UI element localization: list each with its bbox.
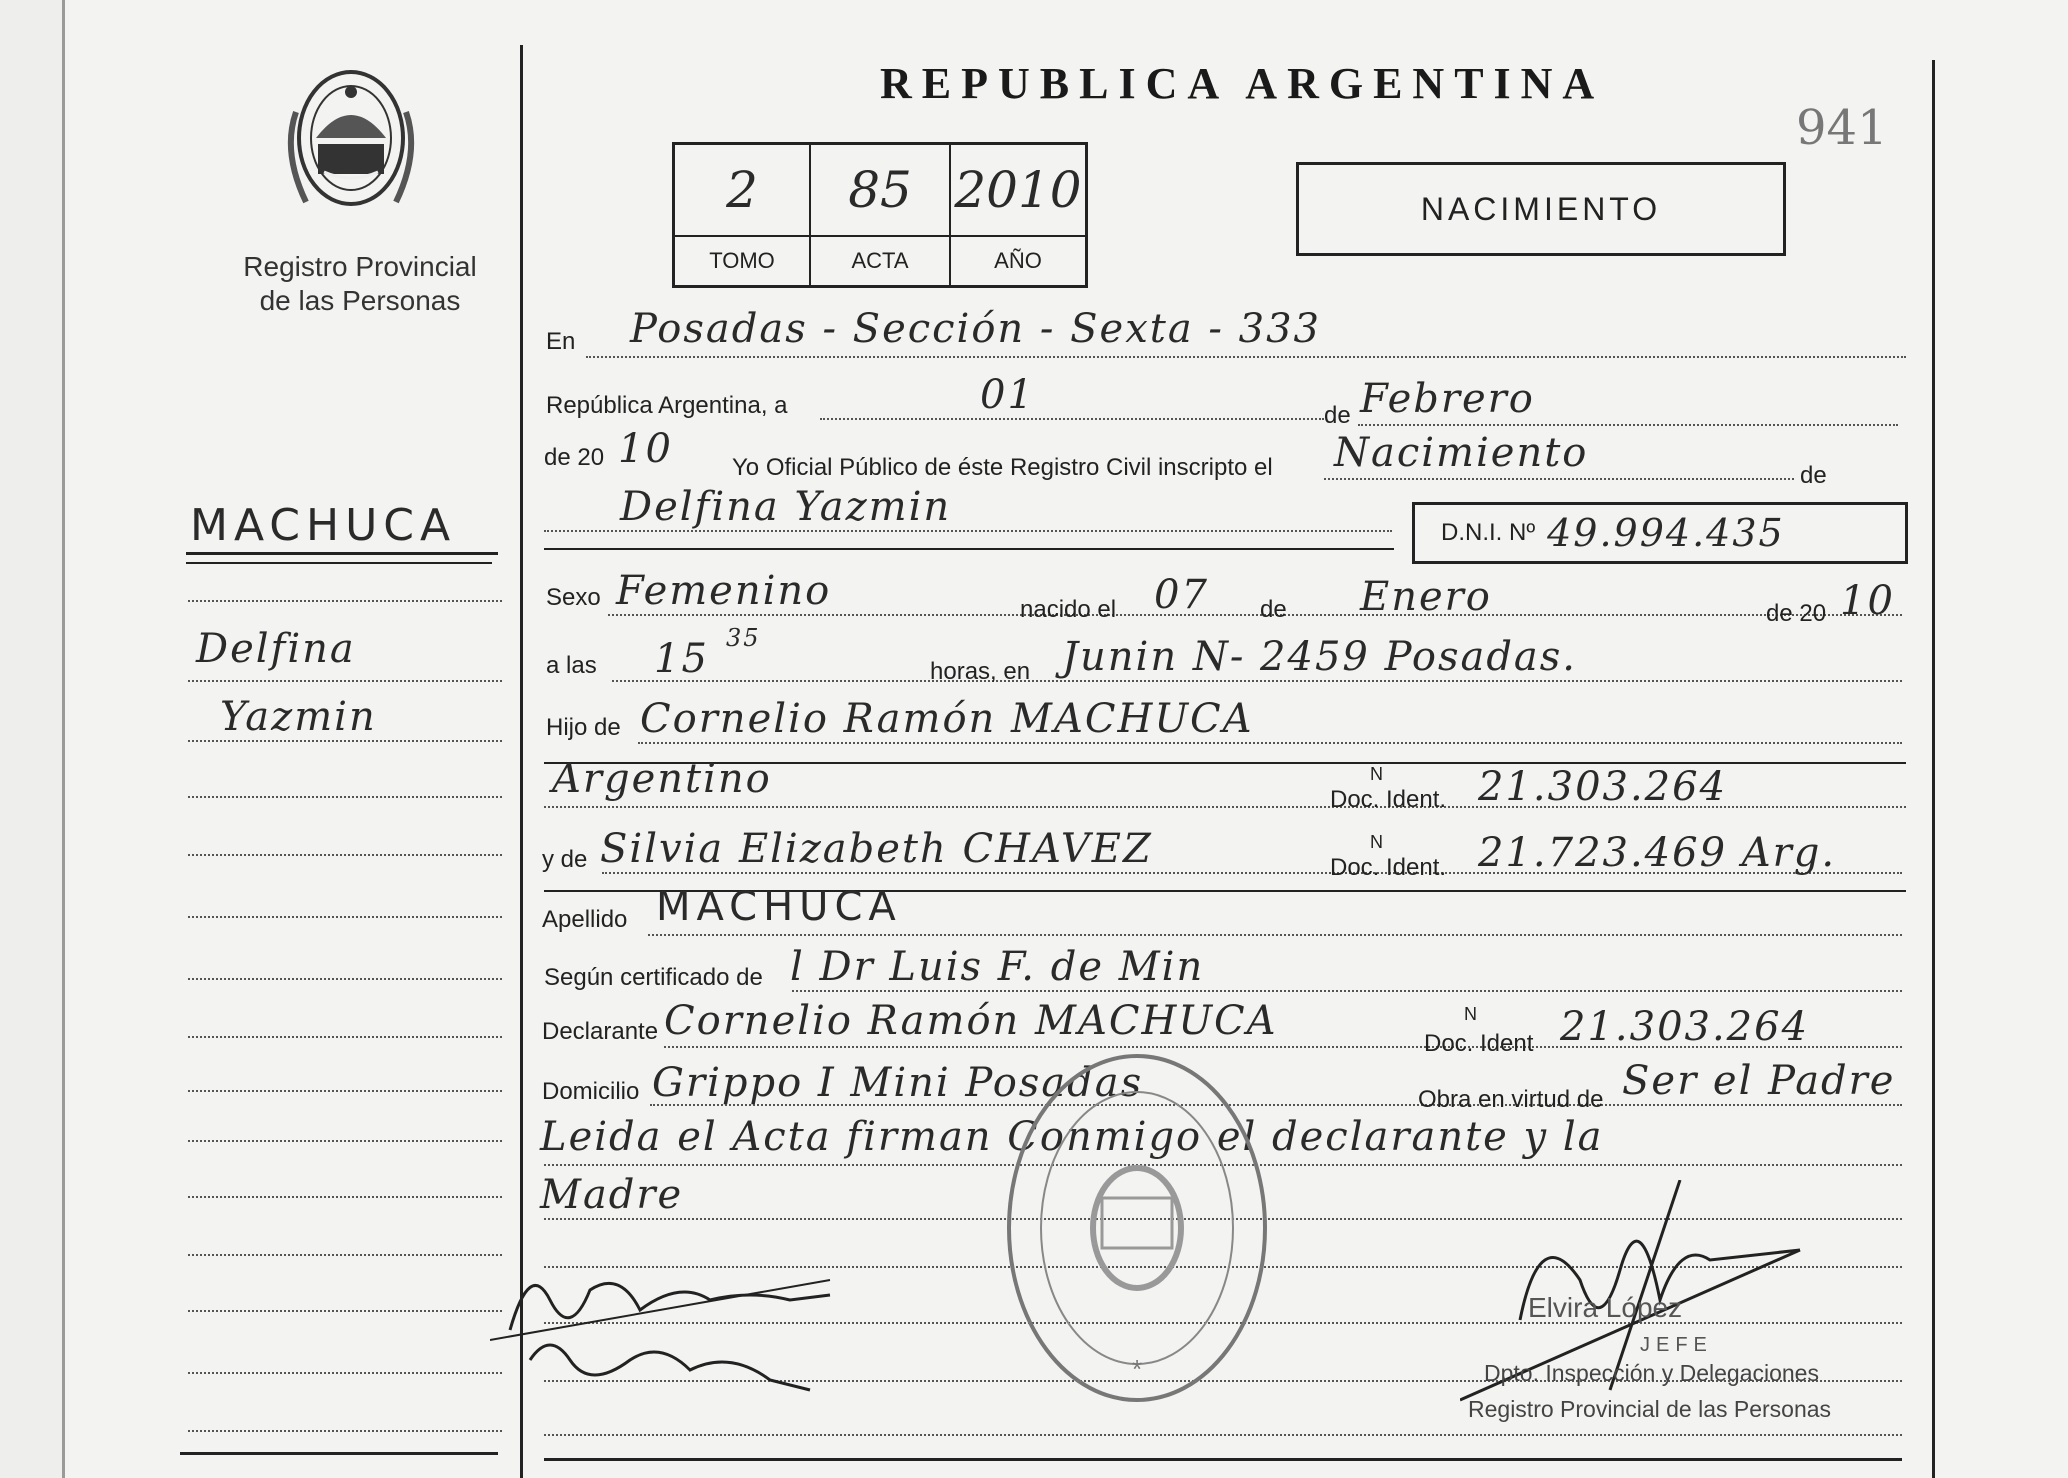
anio-label: AÑO [951, 235, 1085, 285]
inscription-type: Nacimiento [1334, 430, 1589, 476]
mother-doc: 21.723.469 Arg. [1478, 830, 1837, 876]
acta-label: ACTA [811, 235, 951, 285]
margin-line [188, 740, 502, 742]
margin-line [188, 680, 502, 682]
de-label: de [1324, 402, 1351, 429]
form-bottom-line [544, 1458, 1902, 1461]
page-left-edge [0, 0, 65, 1478]
margin-line [188, 796, 502, 798]
de-label-2: de [1800, 462, 1827, 489]
margin-line [188, 1430, 502, 1432]
mother-name: Silvia Elizabeth CHAVEZ [600, 826, 1153, 872]
margin-line [188, 1310, 502, 1312]
officer-text: Yo Oficial Público de éste Registro Civil inscripto el [732, 454, 1273, 481]
margin-line [188, 916, 502, 918]
domicilio-value: Grippo I Mini Posadas [652, 1060, 1144, 1106]
declarante-doc-label: Doc. Ident [1424, 1030, 1534, 1057]
form-line [544, 530, 1392, 532]
de-label-3: de [1260, 596, 1287, 623]
register-table [672, 142, 1088, 288]
form-line [638, 742, 1902, 744]
margin-surname-underline-2 [186, 562, 492, 564]
anio-value: 2010 [954, 161, 1082, 219]
declarante-doc: 21.303.264 [1560, 1004, 1810, 1050]
form-line [1324, 478, 1794, 480]
declarante-label: Declarante [542, 1018, 659, 1045]
y-de-label: y de [542, 846, 588, 873]
year-prefix: de 20 [544, 444, 605, 471]
form-line [792, 990, 1902, 992]
margin-line [188, 1372, 502, 1374]
closing-line-1: Leida el Acta firman Conmigo el declarante y la [540, 1114, 1604, 1160]
hijo-label: Hijo de [546, 714, 621, 741]
a-las-label: a las [546, 652, 597, 679]
birth-month: Enero [1360, 574, 1492, 620]
en-label: En [546, 328, 576, 355]
acta-value: 85 [811, 145, 951, 235]
margin-bottom-line [180, 1452, 498, 1455]
month-value: Febrero [1360, 376, 1535, 422]
declarant-signature [490, 1240, 850, 1400]
margin-first-name: Delfina [196, 626, 356, 672]
place-value: Posadas - Sección - Sexta - 333 [630, 306, 1321, 352]
margin-surname: MACHUCA [190, 500, 457, 551]
form-underline [544, 548, 1394, 550]
margin-line [188, 1036, 502, 1038]
tomo-value: 2 [675, 145, 811, 235]
svg-text:*: * [1131, 1354, 1143, 1384]
form-line [612, 680, 1902, 682]
birth-minutes: 35 [726, 624, 761, 652]
day-value: 01 [980, 372, 1035, 418]
doc-ident-sup-2: N [1370, 832, 1383, 852]
official-title: JEFE [1640, 1334, 1713, 1356]
father-name: Cornelio Ramón MACHUCA [640, 696, 1254, 742]
child-name: Delfina Yazmin [620, 484, 952, 530]
section-stamp [1002, 1048, 1272, 1408]
official-dept-line1: Dpto. Inspección y Delegaciones [1484, 1360, 1819, 1386]
page-number: 941 [1796, 100, 1888, 156]
apellido-label: Apellido [542, 906, 628, 933]
margin-line [188, 1090, 502, 1092]
sexo-value: Femenino [616, 568, 832, 614]
dni-box [1412, 502, 1908, 564]
form-line [544, 1434, 1902, 1436]
republica-label: República Argentina, a [546, 392, 788, 419]
sexo-label: Sexo [546, 584, 601, 611]
apellido-value: MACHUCA [656, 884, 902, 930]
birth-year-suffix: 10 [1840, 578, 1895, 624]
obra-label: Obra en virtud de [1418, 1086, 1604, 1113]
margin-surname-underline [186, 552, 498, 555]
closing-line-2: Madre [540, 1172, 684, 1218]
margin-line [188, 854, 502, 856]
declarante-value: Cornelio Ramón MACHUCA [664, 998, 1278, 1044]
form-line [608, 614, 1902, 616]
doc-ident-label: Doc. Ident. [1330, 786, 1447, 813]
birth-year-prefix: de 20 [1766, 600, 1827, 627]
form-line [648, 934, 1902, 936]
margin-line [188, 600, 502, 602]
misiones-seal-logo [276, 52, 426, 224]
obra-value: Ser el Padre [1622, 1058, 1896, 1104]
birth-day: 07 [1154, 572, 1209, 618]
domicilio-label: Domicilio [542, 1078, 640, 1105]
dni-value: 49.994.435 [1547, 511, 1785, 555]
margin-line [188, 1254, 502, 1256]
registry-name [200, 250, 520, 318]
margin-line [188, 1196, 502, 1198]
form-line [1358, 424, 1898, 426]
nacido-label: nacido el [1020, 596, 1117, 623]
country-title: REPUBLICA ARGENTINA [880, 59, 1605, 108]
father-doc: 21.303.264 [1478, 764, 1728, 810]
dni-label: D.N.I. Nº [1441, 519, 1536, 546]
certificado-label: Según certificado de [544, 964, 763, 991]
tomo-label: TOMO [675, 235, 811, 285]
margin-line [188, 978, 502, 980]
form-line [820, 418, 1324, 420]
birth-place: Junin N- 2459 Posadas. [1062, 634, 1578, 680]
year-suffix: 10 [618, 426, 673, 472]
doc-ident-sup: N [1370, 764, 1383, 784]
registry-name-line1: Registro Provincial [243, 251, 477, 282]
certificado-value: l Dr Luis F. de Min [790, 944, 1205, 990]
margin-second-name: Yazmin [220, 694, 377, 740]
right-border [1932, 60, 1935, 1478]
doc-ident-label-2: Doc. Ident. [1330, 854, 1447, 881]
father-nationality: Argentino [552, 756, 772, 802]
document-type-box: NACIMIENTO [1296, 162, 1786, 256]
official-dept-line2: Registro Provincial de las Personas [1468, 1396, 1832, 1422]
birth-hour: 15 [654, 636, 709, 682]
margin-line [188, 1140, 502, 1142]
official-name: Elvira López [1528, 1292, 1683, 1323]
registry-name-line2: de las Personas [259, 285, 461, 316]
horas-label: horas, en [930, 658, 1031, 685]
doc-ident-sup-3: N [1464, 1004, 1477, 1024]
form-line [586, 356, 1906, 358]
